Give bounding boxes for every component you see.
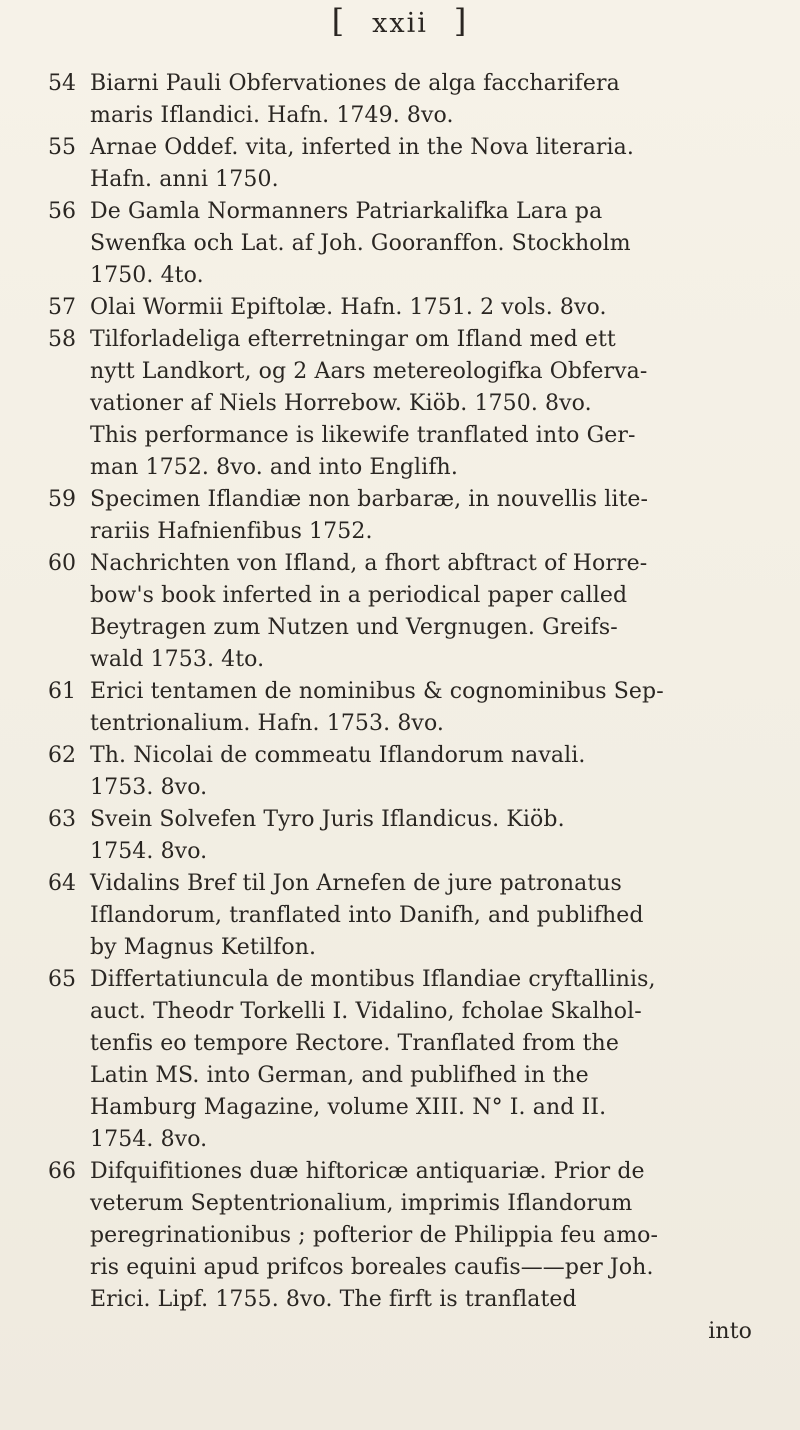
entry-text-line: veterum Septentrionalium, imprimis Iflandorum	[90, 1191, 633, 1216]
bibliography-entry	[48, 868, 780, 964]
entry-text-line: Erici tentamen de nominibus & cognominibus Sep-	[90, 679, 664, 704]
entry-text-line: Biarni Pauli Obfervationes de alga faccharifera	[90, 71, 620, 96]
entry-text-line: maris Iflandici. Hafn. 1749. 8vo.	[90, 103, 454, 128]
entry-text-line: Tilforladeliga efterretningar om Ifland med ett	[90, 327, 616, 352]
entry-text-line: bow's book inferted in a periodical paper called	[90, 583, 628, 608]
bibliography-entry	[48, 132, 780, 196]
entry-text-line: auct. Theodr Torkelli I. Vidalino, fcholae Skalhol-	[90, 999, 642, 1024]
bibliography-entry	[48, 1156, 780, 1316]
entry-text-line: Th. Nicolai de commeatu Iflandorum navali.	[90, 743, 586, 768]
bibliography-entry	[48, 964, 780, 1156]
entry-text-line: Iflandorum, tranflated into Danifh, and publifhed	[90, 903, 644, 928]
entry-text-line: Specimen Iflandiæ non barbaræ, in nouvellis lite-	[90, 487, 649, 512]
entry-number: 64	[48, 871, 76, 896]
entry-number: 60	[48, 551, 76, 576]
entry-text-line: Arnae Oddef. vita, inferted in the Nova literaria.	[90, 135, 634, 160]
bibliography-entry	[48, 292, 780, 324]
entry-number: 65	[48, 967, 76, 992]
entry-text-line: 1754. 8vo.	[90, 839, 208, 864]
bibliography-entry	[48, 324, 780, 484]
entry-text-line: Beytragen zum Nutzen und Vergnugen. Greifs-	[90, 615, 618, 640]
entry-text-line: Swenfka och Lat. af Joh. Gooranffon. Stockholm	[90, 231, 631, 256]
page-header	[0, 2, 800, 40]
entry-text-line: tenfis eo tempore Rectore. Tranflated from the	[90, 1031, 619, 1056]
entry-text-line: 1753. 8vo.	[90, 775, 208, 800]
entry-text-line: vationer af Niels Horrebow. Kiöb. 1750. 8vo.	[90, 391, 592, 416]
entry-number: 58	[48, 327, 76, 352]
catchword-row	[48, 1316, 780, 1348]
entry-text-line: Hamburg Magazine, volume XIII. N° I. and II.	[90, 1095, 607, 1120]
bibliography-entry	[48, 484, 780, 548]
entry-text-line: rariis Hafnienfibus 1752.	[90, 519, 373, 544]
entry-text-line: wald 1753. 4to.	[90, 647, 265, 672]
entry-text-line: nytt Landkort, og 2 Aars metereologifka Obferva-	[90, 359, 648, 384]
entry-text-line: Difquifitiones duæ hiftoricæ antiquariæ. Prior de	[90, 1159, 645, 1184]
entry-text-line: 1754. 8vo.	[90, 1127, 208, 1152]
entry-text-line: man 1752. 8vo. and into Englifh.	[90, 455, 458, 480]
entry-text-line: Olai Wormii Epiftolæ. Hafn. 1751. 2 vols. 8vo.	[90, 295, 607, 320]
entry-number: 56	[48, 199, 76, 224]
entry-text-line: Latin MS. into German, and publifhed in the	[90, 1063, 589, 1088]
bibliography-entry	[48, 676, 780, 740]
entry-text-line: 1750. 4to.	[90, 263, 204, 288]
bibliography-entry	[48, 804, 780, 868]
entry-text-line: ris equini apud prifcos boreales caufis——per Joh.	[90, 1255, 654, 1280]
catchword: into	[708, 1319, 752, 1344]
entry-number: 54	[48, 71, 76, 96]
bibliography-entry	[48, 68, 780, 132]
entry-number: 62	[48, 743, 76, 768]
bibliography-list	[48, 68, 780, 1348]
entry-text-line: Nachrichten von Ifland, a fhort abftract of Horre-	[90, 551, 648, 576]
entry-number: 63	[48, 807, 76, 832]
entry-text-line: Differtatiuncula de montibus Iflandiae cryftallinis,	[90, 967, 656, 992]
entry-number: 55	[48, 135, 76, 160]
entry-text-line: Hafn. anni 1750.	[90, 167, 279, 192]
entry-text-line: Erici. Lipf. 1755. 8vo. The firft is tranflated	[90, 1287, 577, 1312]
entry-number: 66	[48, 1159, 76, 1184]
bibliography-entry	[48, 740, 780, 804]
entry-number: 57	[48, 295, 76, 320]
bibliography-entry	[48, 196, 780, 292]
header-right-bracket: ]	[453, 2, 469, 40]
entry-text-line: peregrinationibus ; pofterior de Philippia feu amo-	[90, 1223, 659, 1248]
entry-number: 61	[48, 679, 76, 704]
entry-text-line: by Magnus Ketilfon.	[90, 935, 317, 960]
entry-text-line: Vidalins Bref til Jon Arnefen de jure patronatus	[90, 871, 622, 896]
header-left-bracket: [	[331, 2, 347, 40]
entry-text-line: tentrionalium. Hafn. 1753. 8vo.	[90, 711, 444, 736]
entry-text-line: This performance is likewife tranflated into Ger-	[90, 423, 636, 448]
page-number: xxii	[372, 8, 428, 39]
bibliography-entry	[48, 548, 780, 676]
entry-number: 59	[48, 487, 76, 512]
entry-text-line: Svein Solvefen Tyro Juris Iflandicus. Kiöb.	[90, 807, 565, 832]
entry-text-line: De Gamla Normanners Patriarkalifka Lara pa	[90, 199, 603, 224]
